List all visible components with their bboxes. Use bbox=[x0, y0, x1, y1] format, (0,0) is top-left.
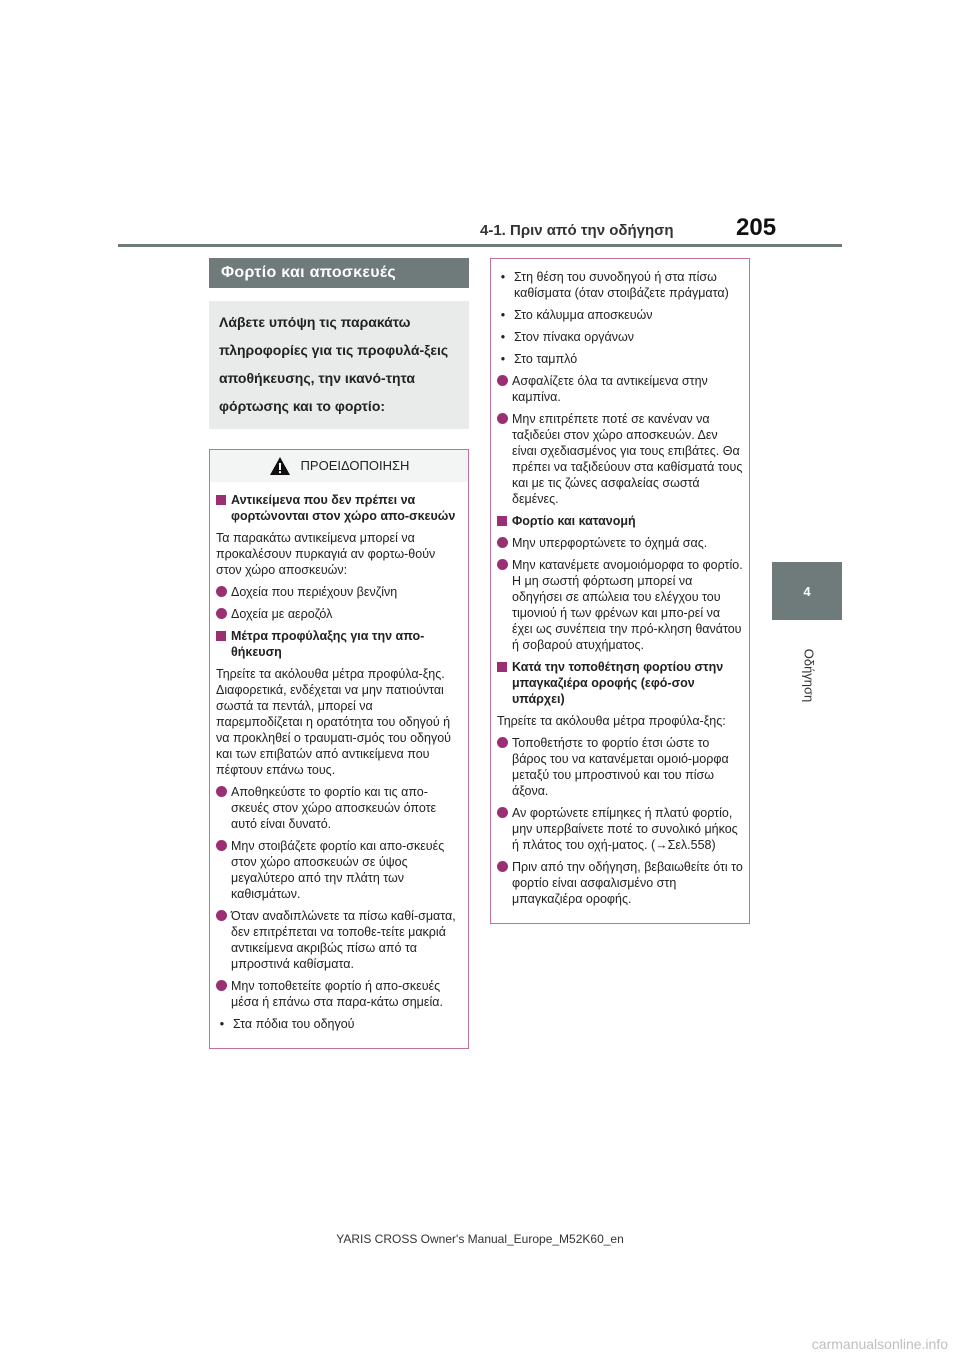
square-marker-icon bbox=[216, 495, 226, 505]
list-item: Αποθηκεύστε το φορτίο και τις απο-σκευές στον χώρο αποσκευών όποτε αυτό είναι δυνατό. bbox=[216, 784, 462, 832]
chapter-tab-label: Οδήγηση bbox=[801, 648, 817, 702]
warning-header bbox=[210, 450, 468, 482]
dot-marker-icon bbox=[497, 737, 508, 748]
subheading: Κατά την τοποθέτηση φορτίου στην μπαγκαζιέρα οροφής (εφό-σον υπάρχει) bbox=[497, 659, 743, 707]
subheading: Αντικείμενα που δεν πρέπει να φορτώνονται στον χώρο απο-σκευών bbox=[216, 492, 462, 524]
list-item: • Στη θέση του συνοδηγού ή στα πίσω καθίσματα (όταν στοιβάζετε πράγματα) bbox=[500, 270, 729, 300]
square-marker-icon bbox=[216, 631, 226, 641]
list-item: Αν φορτώνετε επίμηκες ή πλατύ φορτίο, μην υπερβαίνετε ποτέ το συνολικό μήκος ή πλάτος του οχή-ματος. (→Σελ.558) bbox=[497, 805, 743, 853]
square-marker-icon bbox=[497, 662, 507, 672]
dot-marker-icon bbox=[216, 786, 227, 797]
header-rule bbox=[118, 244, 842, 247]
dot-marker-icon bbox=[216, 980, 227, 991]
list-item: Πριν από την οδήγηση, βεβαιωθείτε ότι το φορτίο είναι ασφαλισμένο στη μπαγκαζιέρα οροφής. bbox=[497, 859, 743, 907]
list-item: Όταν αναδιπλώνετε τα πίσω καθί-σματα, δεν επιτρέπεται να τοποθε-τείτε μακριά αντικείμενα ακριβώς πίσω από τα μπροστινά καθίσματα. bbox=[216, 908, 462, 972]
list-item: • Στο ταμπλό bbox=[500, 352, 578, 366]
warning-triangle-icon bbox=[269, 456, 291, 476]
list-item: Μην επιτρέπετε ποτέ σε κανέναν να ταξιδεύει στον χώρο αποσκευών. Δεν είναι σχεδιασμένος για τους επιβάτες. Θα πρέπει να ταξιδεύουν στα καθίσματά τους και με τις ζώνες ασφαλείας σωστά δεμένες. bbox=[497, 411, 743, 507]
subheading: Μέτρα προφύλαξης για την απο-θήκευση bbox=[216, 628, 462, 660]
bullet-marker: • bbox=[500, 352, 506, 366]
paragraph: Τα παρακάτω αντικείμενα μπορεί να προκαλέσουν πυρκαγιά αν φορτω-θούν στον χώρο αποσκευών: bbox=[216, 531, 436, 577]
warning-heading: ΠΡΟΕΙΔΟΠΟΙΗΣΗ bbox=[300, 458, 410, 473]
subheading: Φορτίο και κατανομή bbox=[497, 513, 743, 529]
left-column bbox=[209, 258, 469, 1049]
dot-marker-icon bbox=[497, 807, 508, 818]
dot-marker-icon bbox=[497, 537, 508, 548]
dot-marker-icon bbox=[216, 840, 227, 851]
list-item: Μην τοποθετείτε φορτίο ή απο-σκευές μέσα ή επάνω στα παρα-κάτω σημεία. bbox=[216, 978, 462, 1010]
list-item: Μην στοιβάζετε φορτίο και απο-σκευές στον χώρο αποσκευών σε ύψος μεγαλύτερο από την πλάτη των καθισμάτων. bbox=[216, 838, 462, 902]
list-item: Τοποθετήστε το φορτίο έτσι ώστε το βάρος του να κατανέμεται ομοιό-μορφα μεταξύ του μπροστινού και του πίσω άξονα. bbox=[497, 735, 743, 799]
list-item: Δοχεία που περιέχουν βενζίνη bbox=[216, 584, 462, 600]
bullet-marker: • bbox=[219, 1017, 225, 1031]
list-item: Μην κατανέμετε ανομοιόμορφα το φορτίο. Η μη σωστή φόρτωση μπορεί να οδηγήσει σε απώλεια του ελέγχου του τιμονιού ή των φρένων και μπο-ρεί να έχει ως συνέπεια την πρό-κληση θανάτου ή σοβαρού ατυχήματος. bbox=[497, 557, 743, 653]
warning-box-right bbox=[490, 258, 750, 924]
dot-marker-icon bbox=[216, 586, 227, 597]
bullet-marker: • bbox=[500, 330, 506, 344]
dot-marker-icon bbox=[216, 910, 227, 921]
dot-marker-icon bbox=[497, 559, 508, 570]
chapter-tab-number: 4 bbox=[772, 562, 842, 620]
dot-marker-icon bbox=[216, 608, 227, 619]
warning-box-left bbox=[209, 449, 469, 1049]
dot-marker-icon bbox=[497, 375, 508, 386]
paragraph: Τηρείτε τα ακόλουθα μέτρα προφύλα-ξης: bbox=[497, 714, 726, 728]
running-header-title: 4-1. Πριν από την οδήγηση bbox=[480, 222, 674, 239]
intro-text: Λάβετε υπόψη τις παρακάτω πληροφορίες για τις προφυλά-ξεις αποθήκευσης, την ικανό-τητα φόρτωσης και το φορτίο: bbox=[209, 301, 469, 429]
dot-marker-icon bbox=[497, 413, 508, 424]
list-item: Δοχεία με αεροζόλ bbox=[216, 606, 462, 622]
list-item: • Στα πόδια του οδηγού bbox=[219, 1017, 355, 1031]
right-column bbox=[490, 258, 750, 924]
dot-marker-icon bbox=[497, 861, 508, 872]
bullet-marker: • bbox=[500, 308, 506, 322]
watermark: carmanualsonline.info bbox=[811, 1336, 948, 1352]
square-marker-icon bbox=[497, 516, 507, 526]
section-title: Φορτίο και αποσκευές bbox=[209, 258, 469, 288]
list-item: • Στον πίνακα οργάνων bbox=[500, 330, 635, 344]
list-item: Ασφαλίζετε όλα τα αντικείμενα στην καμπίνα. bbox=[497, 373, 743, 405]
paragraph: Τηρείτε τα ακόλουθα μέτρα προφύλα-ξης. Διαφορετικά, ενδέχεται να μην πατιούνται σωστά τα πεντάλ, μπορεί να παρεμποδίζεται η ορατότητα του οδηγού ή να προκληθεί ο τραυματι-σμός του οδηγού και των επιβατών από αντικείμενα που πέφτουν επάνω τους. bbox=[216, 667, 451, 777]
footer-text: YARIS CROSS Owner's Manual_Europe_M52K60_en bbox=[336, 1232, 624, 1246]
chapter-tab-label-wrap bbox=[780, 640, 838, 710]
list-item: Μην υπερφορτώνετε το όχημά σας. bbox=[497, 535, 743, 551]
bullet-marker: • bbox=[500, 270, 506, 284]
page-number: 205 bbox=[736, 214, 777, 241]
list-item: • Στο κάλυμμα αποσκευών bbox=[500, 308, 653, 322]
